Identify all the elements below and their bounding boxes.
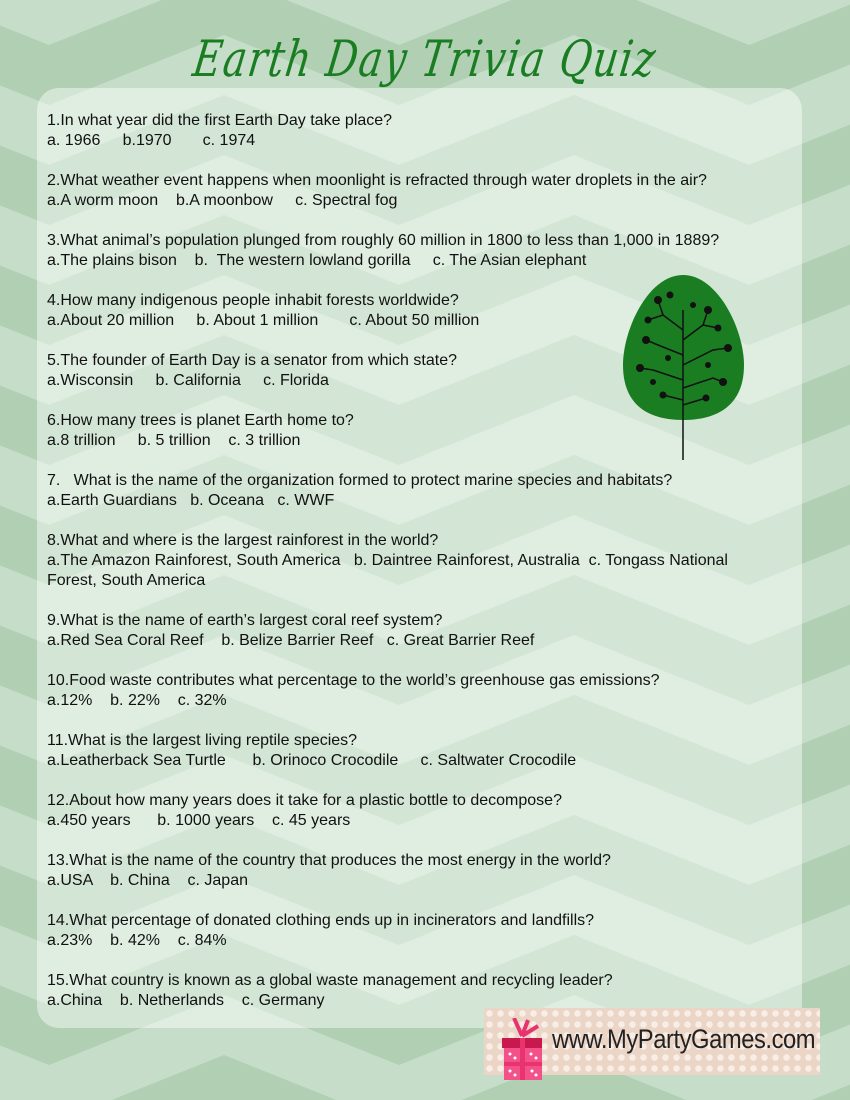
question-text: 6.How many trees is planet Earth home to?	[47, 412, 354, 429]
question-text: 1.In what year did the first Earth Day take place?	[47, 112, 393, 129]
website-banner[interactable]	[484, 1008, 820, 1075]
question-item	[47, 611, 777, 651]
question-item	[47, 911, 777, 951]
question-item	[47, 171, 777, 211]
question-item	[47, 111, 777, 151]
question-text: 2.What weather event happens when moonlight is refracted through water droplets in the air?	[47, 172, 707, 189]
answer-options: a.About 20 million b. About 1 million c. About 50 million	[47, 312, 480, 329]
question-text: 9.What is the name of earth’s largest coral reef system?	[47, 612, 443, 629]
answer-options: a.23% b. 42% c. 84%	[47, 932, 227, 949]
question-item	[47, 471, 777, 511]
page-title: Earth Day Trivia Quiz	[189, 30, 661, 88]
question-text: 5.The founder of Earth Day is a senator from which state?	[47, 352, 457, 369]
question-item	[47, 731, 777, 771]
question-text: 10.Food waste contributes what percentage to the world’s greenhouse gas emissions?	[47, 672, 660, 689]
question-item	[47, 971, 777, 1011]
question-item	[47, 231, 777, 271]
question-item	[47, 531, 777, 591]
question-text: 13.What is the name of the country that produces the most energy in the world?	[47, 852, 611, 869]
answer-options: a.Leatherback Sea Turtle b. Orinoco Crocodile c. Saltwater Crocodile	[47, 752, 577, 769]
answer-options: a.The Amazon Rainforest, South America b. Daintree Rainforest, Australia c. Tongass National Forest, South America	[47, 552, 733, 589]
gift-icon	[498, 1018, 546, 1080]
answer-options: a.Earth Guardians b. Oceana c. WWF	[47, 492, 335, 509]
question-text: 15.What country is known as a global waste management and recycling leader?	[47, 972, 613, 989]
question-text: 7. What is the name of the organization formed to protect marine species and habitats?	[47, 472, 673, 489]
question-text: 3.What animal’s population plunged from roughly 60 million in 1800 to less than 1,000 in 1889?	[47, 232, 720, 249]
question-item	[47, 791, 777, 831]
question-text: 8.What and where is the largest rainforest in the world?	[47, 532, 439, 549]
answer-options: a.A worm moon b.A moonbow c. Spectral fog	[47, 192, 398, 209]
question-text: 12.About how many years does it take for a plastic bottle to decompose?	[47, 792, 562, 809]
answer-options: a.Wisconsin b. California c. Florida	[47, 372, 329, 389]
question-text: 14.What percentage of donated clothing ends up in incinerators and landfills?	[47, 912, 595, 929]
answer-options: a.China b. Netherlands c. Germany	[47, 992, 325, 1009]
answer-options: a.Red Sea Coral Reef b. Belize Barrier Reef c. Great Barrier Reef	[47, 632, 535, 649]
question-text: 4.How many indigenous people inhabit forests worldwide?	[47, 292, 459, 309]
question-item	[47, 671, 777, 711]
answer-options: a.450 years b. 1000 years c. 45 years	[47, 812, 351, 829]
question-list	[47, 111, 777, 1031]
question-text: 11.What is the largest living reptile species?	[47, 732, 358, 749]
answer-options: a.The plains bison b. The western lowland gorilla c. The Asian elephant	[47, 252, 587, 269]
question-item	[47, 851, 777, 891]
answer-options: a. 1966 b.1970 c. 1974	[47, 132, 256, 149]
tree-icon	[618, 270, 748, 465]
website-url[interactable]: www.MyPartyGames.com	[552, 1024, 816, 1054]
answer-options: a.USA b. China c. Japan	[47, 872, 248, 889]
answer-options: a.8 trillion b. 5 trillion c. 3 trillion	[47, 432, 301, 449]
answer-options: a.12% b. 22% c. 32%	[47, 692, 227, 709]
